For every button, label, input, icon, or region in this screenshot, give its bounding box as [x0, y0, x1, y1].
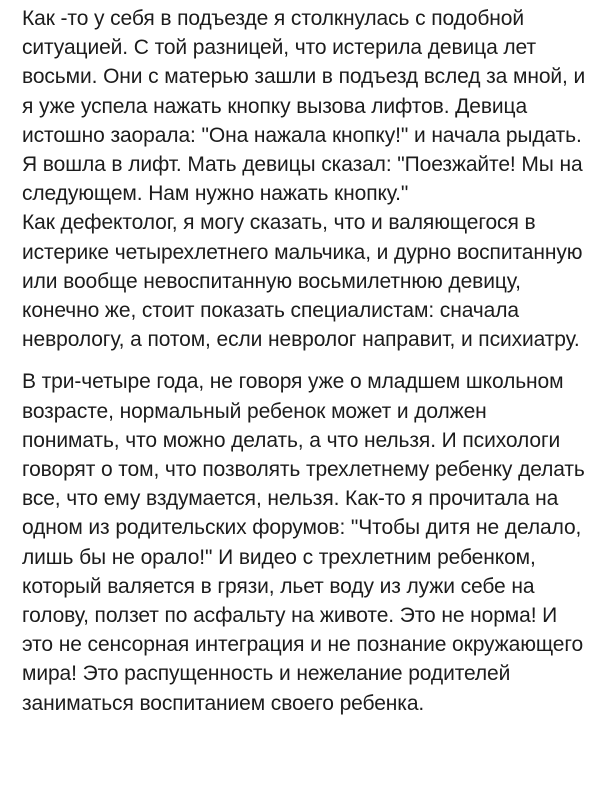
paragraph-defectologist-opinion: Как дефектолог, я могу сказать, что и валяющегося в истерике четырехлетнего мальчика, и дурно воспитанную или вообще невоспитанную восьмилетнюю девицу, конечно же, стоит показать специалистам: сначала неврологу, а потом, если невролог направит, и психиатру. — [22, 211, 583, 352]
paragraph-elevator-story: Как -то у себя в подъезде я столкнулась с подобной ситуацией. С той разницей, что истерила девица лет восьми. Они с матерью зашли в подъезд вслед за мной, и я уже успела нажать кнопку вызова лифтов. Девица истошно заорала: "Она нажала кнопку!" и начала рыдать. Я вошла в лифт. Мать девицы сказал: "Поезжайте! Мы на следующем. Нам нужно нажать кнопку." — [22, 7, 586, 206]
paragraph-upbringing: В три-четыре года, не говоря уже о младшем школьном возрасте, нормальный ребенок может и должен понимать, что можно делать, а что нельзя. И психологи говорят о том, что позволять трехлетнему ребенку делать все, что ему вздумается, нельзя. Как-то я прочитала на одном из родительских форумов: "Чтобы дитя не делало, лишь бы не орало!" И видео с трехлетним ребенком, который валяется в грязи, льет воду из лужи себе на голову, ползет по асфальту на животе. Это не норма! И это не сенсорная интеграция и не познание окружающего мира! Это распущенность и нежелание родителей заниматься воспитанием своего ребенка. — [22, 370, 585, 715]
post-body — [22, 4, 586, 718]
